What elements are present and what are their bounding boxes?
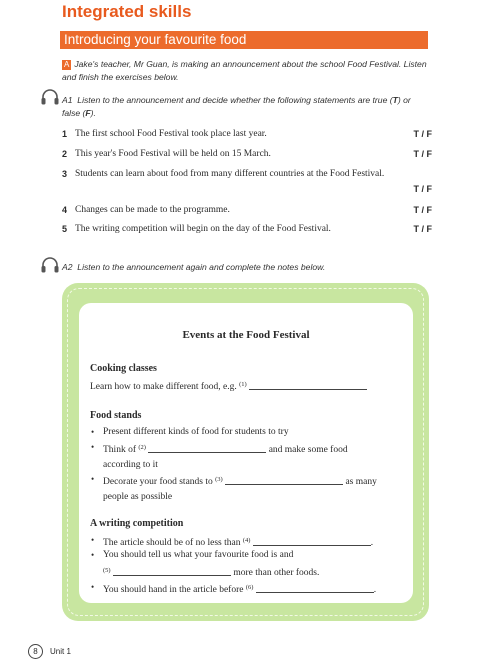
headphones-icon[interactable] [40, 256, 60, 274]
writing-b3-pre: You should hand in the article before [103, 585, 244, 595]
unit-label: Unit 1 [50, 647, 71, 656]
statement-number: 2 [62, 149, 68, 159]
stands-bullet-2 [103, 440, 413, 473]
true-false-choice[interactable]: T / F [413, 129, 432, 139]
page-number: 8 [28, 644, 43, 659]
stands-b3-pre: Decorate your food stands to [103, 477, 213, 487]
writing-bullet-3 [103, 580, 413, 598]
stands-b2-line2: according to it [103, 460, 158, 470]
stands-bullet-3 [103, 472, 413, 505]
bullet: • [91, 442, 95, 452]
intro-text [62, 58, 428, 84]
bullet: • [91, 474, 95, 484]
headphones-icon[interactable] [40, 88, 60, 106]
statement-text: The writing competition will begin on the day of the Food Festival. [75, 224, 331, 234]
cooking-heading: Cooking classes [90, 363, 157, 374]
cooking-text: Learn how to make different food, e.g. [90, 382, 237, 392]
statement-number: 4 [62, 205, 68, 215]
statement-text: Students can learn about food from many different countries at the Food Festival. [75, 169, 385, 179]
answer-blank-6[interactable] [256, 583, 377, 595]
stands-b2-pre: Think of [103, 445, 136, 455]
a1-instruction-end: ). [90, 108, 96, 118]
bullet: • [91, 582, 95, 592]
stands-b3-post: as many [345, 477, 377, 487]
blank-number: (6) [245, 584, 254, 591]
answer-blank-3[interactable] [225, 475, 343, 485]
writing-b2-pre: You should tell us what your favourite food is and [103, 550, 294, 560]
answer-blank-4[interactable] [253, 536, 374, 548]
statement-text: This year's Food Festival will be held on 15 March. [75, 149, 271, 159]
cooking-line [90, 377, 410, 395]
a2-instruction [62, 261, 428, 274]
true-false-choice[interactable]: T / F [413, 184, 432, 194]
true-false-choice[interactable]: T / F [413, 205, 432, 215]
answer-blank-5[interactable] [113, 566, 231, 576]
writing-b3-post: . [373, 585, 377, 595]
statement-number: 1 [62, 129, 68, 139]
a1-instruction [62, 94, 428, 120]
blank-number: (2) [138, 444, 146, 451]
blank-number: (4) [242, 537, 251, 544]
stands-bullet-1: Present different kinds of food for students to try [103, 427, 289, 437]
section-letter: A [64, 60, 70, 69]
stands-b2-post: and make some food [268, 445, 348, 455]
blank-number: (3) [215, 476, 223, 483]
writing-heading: A writing competition [90, 518, 184, 529]
page-title: Integrated skills [62, 2, 192, 21]
statement-text: Changes can be made to the programme. [75, 205, 230, 215]
statement-text: The first school Food Festival took place last year. [75, 129, 267, 139]
statement-number: 5 [62, 224, 68, 234]
writing-b2-post: more than other foods. [233, 568, 320, 578]
true-marker: T [392, 95, 398, 105]
notes-title: Events at the Food Festival [182, 329, 310, 341]
writing-b1-pre: The article should be of no less than [103, 538, 241, 548]
bullet: • [91, 427, 95, 437]
stands-heading: Food stands [90, 410, 142, 421]
section-banner: Introducing your favourite food [60, 31, 428, 49]
statement-number: 3 [62, 169, 68, 179]
blank-number: (1) [239, 381, 247, 388]
writing-b1-post: . [370, 538, 374, 548]
a2-label: A2 [62, 262, 73, 272]
writing-bullet-2 [103, 548, 413, 581]
answer-blank-1[interactable] [249, 380, 367, 390]
a2-instruction-text: Listen to the announcement again and complete the notes below. [77, 262, 326, 272]
a1-instruction-text: Listen to the announcement and decide whether the following statements are true ( [77, 95, 393, 105]
bullet: • [91, 535, 95, 545]
blank-number: (5) [103, 567, 111, 574]
answer-blank-2[interactable] [148, 443, 266, 453]
bullet: • [91, 550, 95, 560]
intro-body: Jake's teacher, Mr Guan, is making an announcement about the school Food Festival. Listen and finish the exercises below. [62, 59, 427, 82]
true-false-choice[interactable]: T / F [413, 224, 432, 234]
stands-b3-line2: people as possible [103, 492, 173, 502]
a1-label: A1 [62, 95, 73, 105]
false-marker: F [85, 108, 91, 118]
a1-instruction-mid: ) or false ( [62, 95, 411, 118]
true-false-choice[interactable]: T / F [413, 149, 432, 159]
